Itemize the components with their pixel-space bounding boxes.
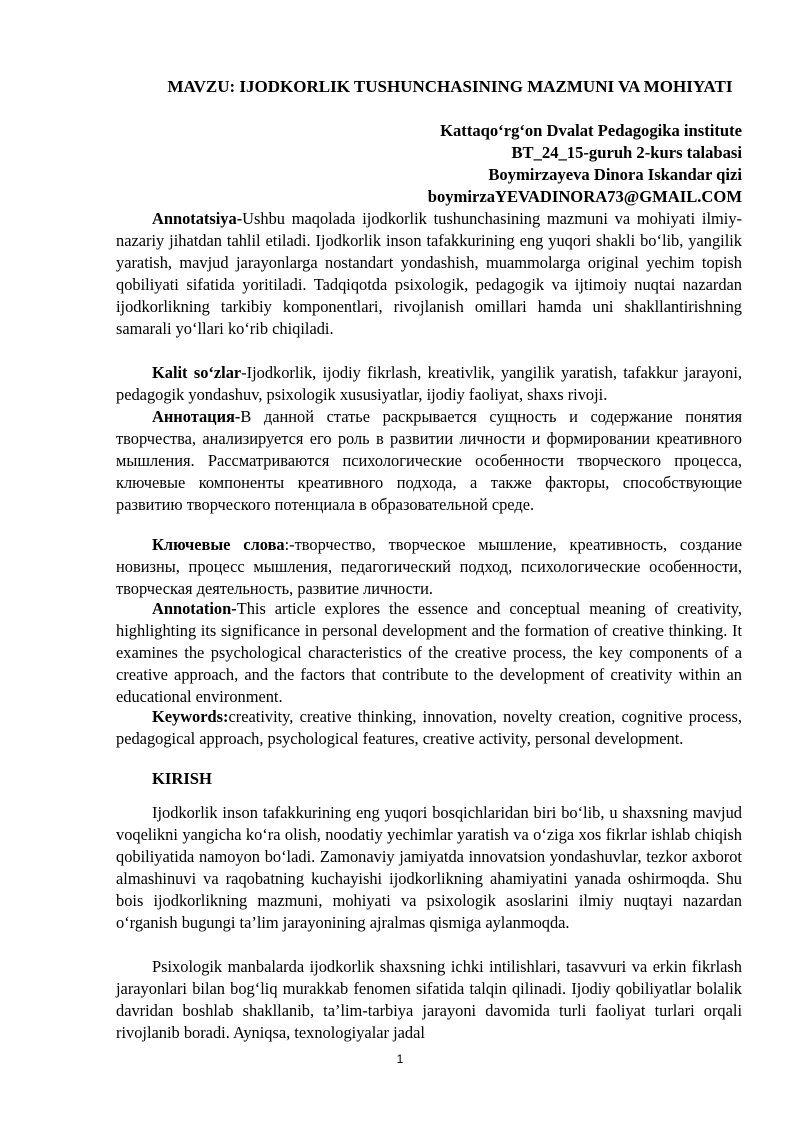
annotation-ru-label: Аннотация- (152, 407, 241, 426)
keywords-ru-label: Ключевые слова (152, 535, 285, 554)
annotation-en-text: This article explores the essence and conceptual meaning of creativity, highlighting its significance in personal development and the formation of creative thinking. It examines the psychological characteristics of the creative process, the key components of a creative approach, and the factors that contribute to the development of creativity within an educational environment. (116, 599, 742, 706)
keywords-uz (116, 362, 742, 406)
intro-paragraph-1: Ijodkorlik inson tafakkurining eng yuqori bosqichlaridan biri bo‘lib, u shaxsning mavjud voqelikni yangicha ko‘ra olish, noodatiy yechimlar yaratish va o‘ziga xos fikrlar ishlab chiqish qobiliyatida namoyon bo‘ladi. Zamonaviy jamiyatda innovatsion yondashuvlar, tezkor axborot almashinuvi va raqobatning kuchayishi ijodkorlikning ahamiyatini yanada oshirmoqda. Shu bois ijodkorlikning mazmuni, mohiyati va psixologik asoslarini ilmiy nuqtayi nazardan o‘rganish bugungi ta’lim jarayonining ajralmas qismiga aylanmoqda. (116, 803, 742, 932)
intro-paragraph-2: Psixologik manbalarda ijodkorlik shaxsning ichki intilishlari, tasavvuri va erkin fikrlash jarayonlari bilan bog‘liq murakkab fenomen sifatida talqin qilinadi. Ijodiy qobiliyatlar bolalik davridan boshlab shakllanib, ta’lim-tarbiya jarayoni davomida turli faoliyat turlari orqali rivojlanib boradi. Ayniqsa, texnologiyalar jadal (116, 957, 742, 1042)
author-email: boymirzaYEVADINORA73@GMAIL.COM (427, 187, 742, 206)
annotation-en-label: Annotation- (152, 599, 237, 618)
annotation-ru-text: В данной статье раскрывается сущность и содержание понятия творчества, анализируется его роль в развитии личности и формировании креативного мышления. Рассматриваются психологические особенности творческого процесса, ключевые компоненты креативного подхода, а также факторы, способствующие развитию творческого потенциала в образовательной среде. (116, 407, 742, 514)
annotation-uz-label: Annotatsiya- (152, 209, 243, 228)
keywords-uz-label: Kalit so‘zlar (152, 363, 242, 382)
page-number: 1 (396, 1052, 404, 1066)
paper-title: MAVZU: IJODKORLIK TUSHUNCHASINING MAZMUNI VA MOHIYATI (167, 77, 733, 96)
annotation-uz (116, 208, 742, 340)
annotation-ru (116, 406, 742, 516)
author-institution: Kattaqo‘rg‘on Dvalat Pedagogika institute (440, 121, 742, 140)
keywords-en-label: Keywords: (152, 707, 229, 726)
author-name: Boymirzayeva Dinora Iskandar qizi (488, 165, 742, 184)
keywords-ru-text: :-творчество, творческое мышление, креативность, создание новизны, процесс мышления, педагогический подход, психологические особенности, творческая деятельность, развитие личности. (116, 535, 743, 598)
annotation-en (116, 598, 742, 708)
annotation-uz-text: Ushbu maqolada ijodkorlik tushunchasining mazmuni va mohiyati ilmiy-nazariy jihatdan tahlil etiladi. Ijodkorlik inson tafakkurining eng yuqori shakli bo‘lib, yangilik yaratish, mavjud jarayonlarga nostandart yondashish, muammolarga original yechim topish qobiliyati sifatida yoritiladi. Tadqiqotda psixologik, pedagogik va ijtimoiy nuqtai nazardan ijodkorlikning tarkibiy komponentlari, rivojlanish omillari hamda uni shakllantirishning samarali yo‘llari ko‘rib chiqiladi. (116, 209, 742, 338)
keywords-ru (116, 534, 742, 600)
keywords-en (116, 706, 742, 750)
keywords-uz-text: -Ijodkorlik, ijodiy fikrlash, kreativlik, yangilik yaratish, tafakkur jarayoni, pedagogik yondashuv, psixologik xususiyatlar, ijodiy faoliyat, shaxs rivoji. (116, 363, 742, 404)
section-heading-kirish: KIRISH (152, 769, 212, 788)
author-group: BT_24_15-guruh 2-kurs talabasi (511, 143, 742, 162)
keywords-en-text: creativity, creative thinking, innovation, novelty creation, cognitive process, pedagogical approach, psychological features, creative activity, personal development. (116, 707, 742, 748)
